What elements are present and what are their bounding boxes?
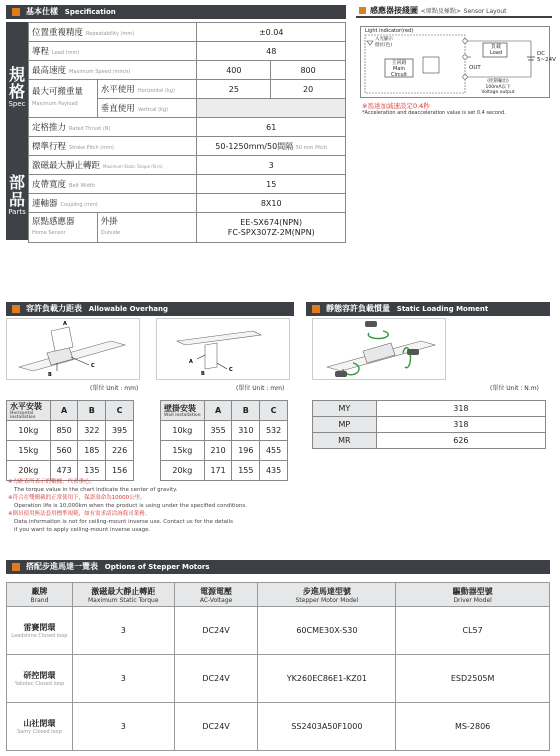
static-moment-diagram bbox=[312, 318, 446, 380]
table-cell: 10kg bbox=[161, 421, 205, 441]
spec-sublabel: 水平使用 bbox=[100, 85, 135, 95]
overhang-title: 容許負載力距表 bbox=[26, 304, 82, 313]
spec-value: 61 bbox=[197, 118, 346, 137]
moment-label: MY bbox=[313, 401, 377, 417]
spec-label: 最大可搬重量 bbox=[32, 87, 84, 97]
parts-label-en: Belt Width bbox=[69, 183, 95, 189]
spec-row bbox=[29, 80, 346, 99]
brand-en: Samy Closed loop bbox=[17, 729, 62, 735]
table-cell: 355 bbox=[204, 421, 232, 441]
table-header-row bbox=[7, 401, 134, 421]
spec-label: 導程 bbox=[32, 47, 50, 57]
spec-row bbox=[29, 137, 346, 156]
table-row bbox=[161, 421, 288, 441]
svg-text:A: A bbox=[63, 321, 67, 327]
horizontal-overhang-table bbox=[6, 400, 134, 481]
spec-value: ±0.04 bbox=[197, 23, 346, 42]
static-title-en: Static Loading Moment bbox=[396, 305, 489, 313]
table-row bbox=[313, 433, 546, 449]
motor-model-cell: YK260EC86E1-KZ01 bbox=[258, 655, 396, 703]
spec-title-en: Specification bbox=[64, 8, 116, 16]
dc-label bbox=[537, 51, 556, 63]
spec-value: 400 bbox=[197, 61, 271, 80]
col-header: C bbox=[106, 401, 134, 421]
motor-table bbox=[6, 582, 550, 751]
parts-value: 8X10 bbox=[197, 194, 346, 213]
parts-label-en: Coupling (mm) bbox=[60, 202, 98, 208]
spec-side-en: Spec bbox=[8, 100, 26, 108]
out-label: OUT bbox=[469, 65, 481, 71]
spec-row bbox=[29, 194, 346, 213]
driver-model-cell: ESD2505M bbox=[396, 655, 550, 703]
table-cell: 310 bbox=[232, 421, 260, 441]
unit-label: (單位 Unit : N.m) bbox=[490, 385, 539, 392]
brand-cn: 研控閉環 bbox=[23, 671, 56, 680]
table-cell: 171 bbox=[204, 461, 232, 481]
table-cell: 15kg bbox=[7, 441, 51, 461]
bullet-square-icon bbox=[12, 305, 20, 313]
bullet-square-icon bbox=[312, 305, 320, 313]
spec-sublabel-en: Vertical (kg) bbox=[137, 107, 169, 113]
col-header: 廠牌 bbox=[31, 586, 48, 596]
spec-label-en: Rated Thrust (N) bbox=[69, 126, 111, 132]
sensor-diagram bbox=[360, 26, 556, 98]
table-row bbox=[7, 655, 550, 703]
main-circuit-label bbox=[387, 60, 411, 78]
table-cell: 532 bbox=[260, 421, 288, 441]
horizontal-title: 水平安裝 bbox=[10, 402, 42, 411]
col-header-en: Driver Model bbox=[453, 596, 492, 604]
wall-title: 壁掛安裝 bbox=[164, 404, 196, 413]
spec-value: 800 bbox=[271, 61, 346, 80]
motor-title: 搭配步進馬達一覽表 bbox=[26, 562, 98, 571]
table-cell: 395 bbox=[106, 421, 134, 441]
spec-sublabel-en: Horizontal (kg) bbox=[137, 88, 175, 94]
torque-cell: 3 bbox=[72, 607, 174, 655]
col-header-en: Stepper Motor Model bbox=[295, 596, 359, 604]
table-row bbox=[7, 607, 550, 655]
sensor-title-en: Sensor Layout bbox=[463, 8, 507, 15]
light-indicator-cn: 入光顯示燈(紅色) bbox=[375, 37, 393, 48]
accel-note-en: *Acceleration and deacceleration value is set 0.4 second. bbox=[362, 110, 506, 116]
static-moment-table bbox=[312, 400, 546, 449]
table-cell: 322 bbox=[78, 421, 106, 441]
table-cell: 560 bbox=[50, 441, 78, 461]
table-cell: 20kg bbox=[161, 461, 205, 481]
table-cell: 155 bbox=[232, 461, 260, 481]
table-cell: 20kg bbox=[7, 461, 51, 481]
table-cell: 185 bbox=[78, 441, 106, 461]
parts-label-en: Home Sensor bbox=[32, 230, 66, 236]
bullet-square-icon bbox=[359, 7, 366, 14]
table-cell: 850 bbox=[50, 421, 78, 441]
spec-value: 48 bbox=[197, 42, 346, 61]
voltage-output-label bbox=[473, 79, 523, 96]
table-cell: 15kg bbox=[161, 441, 205, 461]
col-header-en: Brand bbox=[30, 596, 49, 604]
spec-label-en: Repeatability (mm) bbox=[86, 31, 135, 37]
overhang-header bbox=[6, 302, 294, 316]
moment-value: 626 bbox=[376, 433, 545, 449]
note-cn: ※力距表所表示的數據，代表重心。 bbox=[8, 479, 96, 485]
col-header: 激磁最大靜止轉距 bbox=[91, 586, 156, 596]
parts-side-label bbox=[6, 154, 28, 240]
parts-label: 激磁最大靜止轉距 bbox=[32, 161, 101, 171]
svg-text:C: C bbox=[229, 367, 233, 373]
wall-overhang-diagram bbox=[156, 318, 290, 380]
sensor-title-sub: <原點及極點> bbox=[420, 8, 461, 15]
spec-value-en: 50 mm Pitch bbox=[295, 144, 328, 151]
volt-spec: 100mA以下 bbox=[485, 84, 511, 90]
table-cell: 156 bbox=[106, 461, 134, 481]
note-en: Data information is not for ceiling-mount inverse use. Contact us for the details if you want to apply ceiling-mount inverse usage. bbox=[14, 519, 233, 533]
load-label bbox=[485, 44, 507, 56]
volt-cn: (控制輸出) bbox=[487, 79, 509, 84]
parts-value: EE-SX674(NPN) bbox=[240, 217, 303, 227]
table-cell: 210 bbox=[204, 441, 232, 461]
brand-cn: 山社閉環 bbox=[23, 719, 56, 728]
table-row bbox=[161, 441, 288, 461]
motor-model-cell: SS2403A50F1000 bbox=[258, 703, 396, 751]
table-cell: 455 bbox=[260, 441, 288, 461]
notes-block bbox=[8, 478, 308, 534]
bullet-square-icon bbox=[12, 563, 20, 571]
sensor-title: 感應器接綫圖 bbox=[370, 6, 418, 15]
spec-side-label bbox=[6, 22, 28, 154]
voltage-cell: DC24V bbox=[174, 655, 258, 703]
wall-overhang-table bbox=[160, 400, 288, 481]
spec-label: 最高速度 bbox=[32, 66, 67, 76]
main-circuit-en: Main Circuit bbox=[390, 66, 408, 78]
unit-label: (單位 Unit : mm) bbox=[236, 385, 285, 392]
spec-row bbox=[29, 42, 346, 61]
driver-model-cell: MS-2806 bbox=[396, 703, 550, 751]
transistor-icon bbox=[423, 57, 439, 73]
horizontal-title-en: Horizontal installation bbox=[10, 410, 36, 419]
spec-value: 50-1250mm/50間隔 bbox=[215, 141, 294, 151]
note-cn: ※符合在雙側載的正常使用下，保證壽命為10000公里。 bbox=[8, 495, 146, 501]
table-row bbox=[7, 703, 550, 751]
overhang-title-en: Allowable Overhang bbox=[88, 305, 169, 313]
spec-row bbox=[29, 61, 346, 80]
spec-title: 基本仕樣 bbox=[26, 7, 58, 16]
spec-side-cn: 規格 bbox=[8, 65, 25, 101]
table-row bbox=[313, 401, 546, 417]
spec-value: 20 bbox=[271, 80, 346, 99]
parts-label: 皮帶寬度 bbox=[32, 180, 67, 190]
light-indicator-label: Light indicator(red) bbox=[365, 28, 414, 34]
col-header: B bbox=[78, 401, 106, 421]
parts-sublabel-en: Outside bbox=[100, 230, 121, 236]
spec-header bbox=[6, 5, 346, 19]
col-header-en: AC-Voltage bbox=[199, 596, 233, 604]
spec-row bbox=[29, 23, 346, 42]
wall-actuator-icon bbox=[157, 319, 289, 379]
spec-label-en: Maximum Speed (mm/s) bbox=[69, 69, 131, 75]
spec-sublabel: 垂直使用 bbox=[100, 104, 135, 114]
motor-header bbox=[6, 560, 550, 574]
table-cell: 435 bbox=[260, 461, 288, 481]
parts-label-en: Maximum Static Torque (N.m) bbox=[103, 164, 163, 169]
dc-voltage: 5~24V bbox=[537, 57, 556, 63]
svg-text:B: B bbox=[201, 371, 205, 377]
static-title: 靜態容許負載慣量 bbox=[326, 304, 390, 313]
horizontal-overhang-diagram bbox=[6, 318, 140, 380]
spec-label: 位置重複精度 bbox=[32, 28, 84, 38]
spec-label: 標準行程 bbox=[32, 142, 67, 152]
spec-value-empty bbox=[197, 99, 346, 118]
parts-label: 原點感應器 bbox=[32, 217, 75, 227]
spec-value: 25 bbox=[197, 80, 271, 99]
col-header: 電源電壓 bbox=[200, 586, 233, 596]
static-header bbox=[306, 302, 550, 316]
spec-label-en: Lead (mm) bbox=[52, 50, 80, 56]
spec-label: 定格推力 bbox=[32, 123, 67, 133]
table-cell: 10kg bbox=[7, 421, 51, 441]
driver-model-cell: CL57 bbox=[396, 607, 550, 655]
table-header-row bbox=[161, 401, 288, 421]
col-header: B bbox=[232, 401, 260, 421]
led-icon bbox=[367, 41, 373, 45]
note-cn: ※倒吊使用無法套用標準規範，如有需求請洽詢我司業務。 bbox=[8, 511, 151, 517]
col-header: 驅動器型號 bbox=[452, 586, 493, 596]
parts-value: 15 bbox=[197, 175, 346, 194]
accel-note-cn: ※馬達加減速設定0.4秒 bbox=[362, 102, 430, 110]
spec-row bbox=[29, 118, 346, 137]
spec-row bbox=[29, 213, 346, 243]
col-header: 步進馬達型號 bbox=[302, 586, 351, 596]
load-cn: 負載 bbox=[490, 44, 501, 50]
col-header: A bbox=[204, 401, 232, 421]
parts-side-en: Parts bbox=[8, 208, 26, 216]
svg-text:A: A bbox=[189, 359, 193, 365]
moment-label: MR bbox=[313, 433, 377, 449]
note-en: Operation life is 10,000km when the product is using under the specified conditions. bbox=[14, 503, 248, 509]
parts-value: 3 bbox=[197, 156, 346, 175]
table-cell: 135 bbox=[78, 461, 106, 481]
table-row bbox=[7, 421, 134, 441]
moment-value: 318 bbox=[376, 401, 545, 417]
table-cell: 226 bbox=[106, 441, 134, 461]
table-row bbox=[7, 441, 134, 461]
svg-text:B: B bbox=[48, 372, 52, 378]
unit-label: (單位 Unit : mm) bbox=[90, 385, 139, 392]
brand-en: Leadshine Closed loop bbox=[11, 633, 68, 639]
moment-value: 318 bbox=[376, 417, 545, 433]
note-en: The torque value in the chart indicate the center of gravity. bbox=[14, 487, 178, 493]
motor-model-cell: 60CME30X-S30 bbox=[258, 607, 396, 655]
voltage-cell: DC24V bbox=[174, 703, 258, 751]
volt-en: Voltage output bbox=[481, 90, 515, 95]
brand-en: Yakotec Closed loop bbox=[14, 681, 65, 687]
torque-cell: 3 bbox=[72, 703, 174, 751]
spec-label-en: Maximum Payload bbox=[32, 101, 78, 107]
parts-sublabel: 外掛 bbox=[100, 217, 118, 227]
voltage-cell: DC24V bbox=[174, 607, 258, 655]
moment-actuator-icon bbox=[313, 319, 445, 379]
col-header: C bbox=[260, 401, 288, 421]
parts-value: FC-SPX307Z-2M(NPN) bbox=[227, 227, 315, 237]
moment-label: MP bbox=[313, 417, 377, 433]
table-header-row bbox=[7, 583, 550, 607]
wall-title-en: Wall installation bbox=[164, 412, 201, 417]
parts-side-cn: 部品 bbox=[8, 173, 25, 209]
torque-cell: 3 bbox=[72, 655, 174, 703]
col-header-en: Maximum Static Torque bbox=[88, 596, 159, 604]
spec-label-en: Stroke Pitch (mm) bbox=[69, 145, 114, 151]
spec-row bbox=[29, 175, 346, 194]
bullet-square-icon bbox=[12, 8, 20, 16]
main-circuit-cn: 主回路 bbox=[391, 60, 407, 66]
brand-cn: 雷賽閉環 bbox=[23, 623, 56, 632]
dc-text: DC bbox=[537, 51, 546, 57]
horizontal-actuator-icon bbox=[7, 319, 139, 379]
load-en: Load bbox=[490, 50, 502, 56]
table-cell: 196 bbox=[232, 441, 260, 461]
table-cell: 473 bbox=[50, 461, 78, 481]
motor-title-en: Options of Stepper Motors bbox=[104, 563, 210, 571]
parts-label: 連軸器 bbox=[32, 199, 58, 209]
sensor-header bbox=[356, 4, 552, 18]
spec-table bbox=[28, 22, 346, 243]
svg-text:C: C bbox=[91, 363, 95, 369]
spec-row bbox=[29, 156, 346, 175]
table-row bbox=[313, 417, 546, 433]
col-header: A bbox=[50, 401, 78, 421]
